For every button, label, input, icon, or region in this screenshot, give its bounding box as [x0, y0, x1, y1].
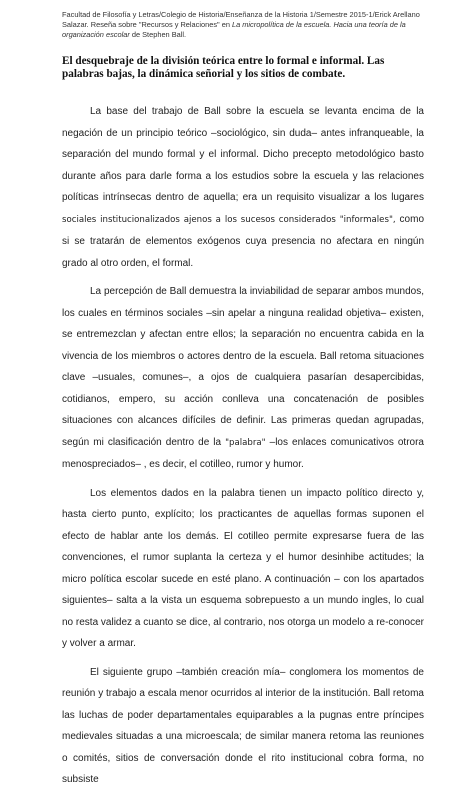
paragraph-1-quote: sociales institucionalizados ajenos a los sucesos considerados "informales",: [62, 214, 396, 225]
paragraph-1-part-c: como si se tratarán de elementos exógenos cuya presencia no afectara en ningún grado al otro orden, el formal.: [62, 213, 425, 269]
paragraph-2: [62, 281, 424, 476]
paragraph-2-quote: "palabra": [225, 437, 266, 448]
section-title: El desquebraje de la división teórica entre lo formal e informal. Las palabras bajas, la dinámica señorial y los sitios de combate.: [62, 55, 385, 80]
paragraph-2-part-c: –los enlaces comunicativos otrora menospreciados– , es decir, el cotilleo, rumor y humor.: [62, 436, 424, 470]
paragraph-1: [62, 101, 424, 274]
header-line-2a: Salazar. Reseña sobre "Recursos y Relaciones" en: [62, 20, 232, 29]
paragraph-3: Los elementos dados en la palabra tienen un impacto político directo y, hasta cierto punto, explícito; los practicantes de aquellas formas suponen el efecto de hablar ante los demás. El cotilleo permite expresarse fuera de las convenciones, el rumor suplanta la certeza y el humor desinhibe actitudes; la micro política escolar sucede en esté plano. A continuación – con los apartados siguientes– salta a la vista un esquema sobrepuesto a un mundo ingles, lo cual no resta validez a cuanto se dice, al contrario, nos otorga un modelo a re-conocer y volver a armar.: [62, 487, 424, 649]
header-book-title-b: organización escolar: [62, 30, 130, 39]
header-line-1: Facultad de Filosofía y Letras/Colegio de Historia/Enseñanza de la Historia 1/Semestre 2015-1/Erick Arellano: [62, 10, 420, 19]
page-header: [62, 10, 432, 40]
body-text: [62, 101, 424, 798]
header-author: de Stephen Ball.: [129, 30, 187, 39]
paragraph-4: El siguiente grupo –también creación mía– conglomera los momentos de reunión y trabajo a escala menor ocurridos al interior de la institución. Ball retoma las luchas de poder departamentales equiparables a la pugnas entre príncipes medievales situadas a una microescala; de similar manera retoma las reuniones o comités, sitios de conversación donde el rito institucional cobra forma, no subsiste: [62, 666, 424, 785]
paragraph-1-part-a: La base del trabajo de Ball sobre la escuela se levanta encima de la negación de un principio teórico –sociológico, sin duda– antes infranqueable, la separación del mundo formal y el informal. Dicho precepto metodológico basto durante años para darle forma a los estudios sobre la escuela y las relaciones políticas intrínsecas dentro de aquella; era un requisito visualizar a los lugares: [62, 106, 424, 203]
header-book-title-a: La micropolítica de la escuela. Hacia una teoría de la: [231, 20, 406, 29]
paragraph-2-part-a: La percepción de Ball demuestra la inviabilidad de separar ambos mundos, los cuales en términos sociales –sin apelar a ninguna realidad objetiva– existen, se entremezclan y afectan entre ellos; la separación no encuentra cabida en la vivencia de los miembros o actores dentro de la escuela. Ball retoma situaciones clave –usuales, comunes–, a ojos de cualquiera pasarían desapercibidas, cotidianos, empero, su acción conlleva una concatenación de posibles situaciones con alcances difíciles de definir. Las primeras quedan agrupadas, según mi clasificación dentro de la: [62, 286, 424, 448]
